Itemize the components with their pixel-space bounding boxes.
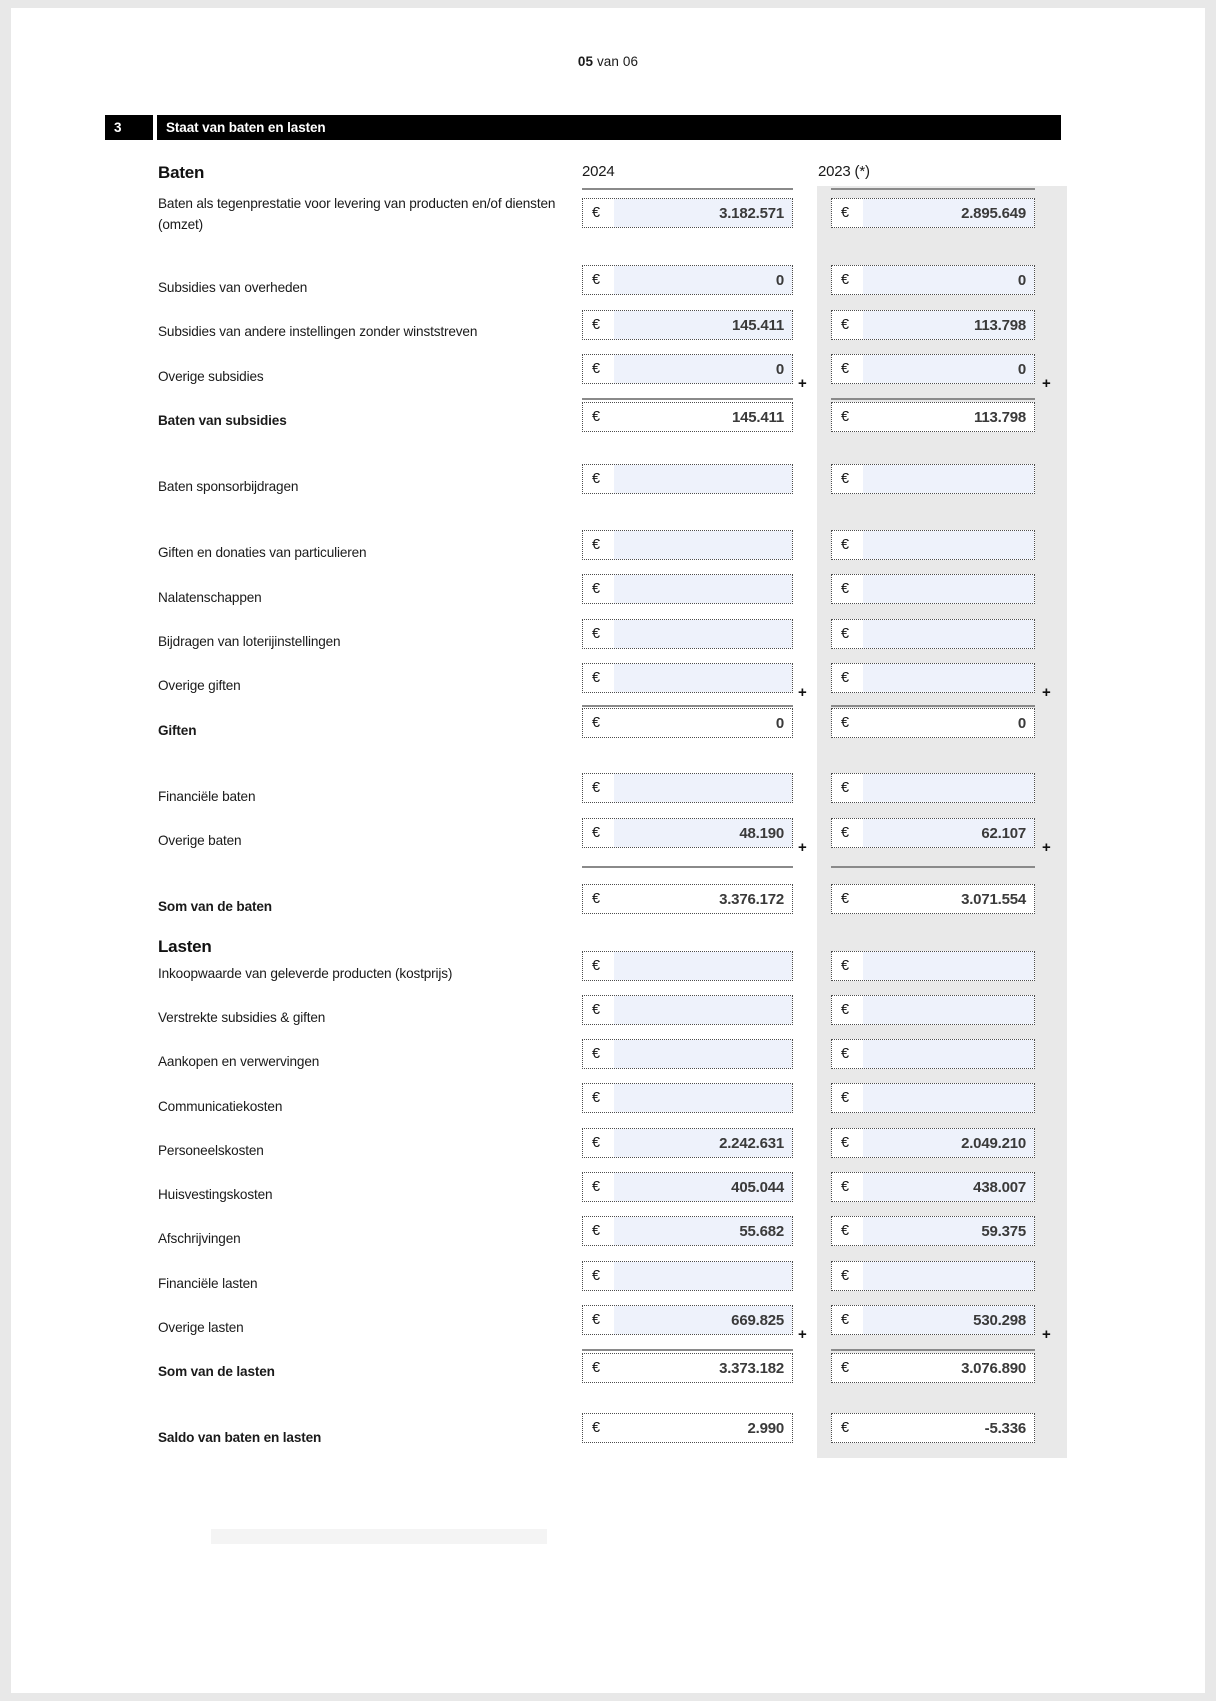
subtotal-rule — [831, 1349, 1035, 1351]
euro-symbol: € — [841, 1179, 850, 1195]
euro-symbol: € — [592, 205, 601, 221]
amount-value — [614, 774, 792, 802]
amount-value: 438.007 — [863, 1173, 1034, 1201]
euro-symbol: € — [841, 317, 850, 333]
euro-symbol: € — [592, 1268, 601, 1284]
amount-field[interactable] — [582, 1128, 793, 1158]
amount-field[interactable] — [582, 310, 793, 340]
section-title: Staat van baten en lasten — [157, 115, 1061, 140]
column-header-2023: 2023 (*) — [818, 163, 870, 180]
euro-symbol: € — [841, 1090, 850, 1106]
amount-field[interactable] — [831, 530, 1035, 560]
group-heading-baten: Baten — [158, 163, 205, 182]
euro-symbol: € — [592, 1420, 601, 1436]
euro-symbol: € — [592, 537, 601, 553]
amount-value: 0 — [614, 266, 792, 294]
row-label: Giften en donaties van particulieren — [158, 545, 367, 560]
amount-field[interactable] — [582, 995, 793, 1025]
amount-field[interactable] — [582, 265, 793, 295]
column-rule-2023 — [831, 188, 1035, 190]
euro-symbol: € — [592, 626, 601, 642]
amount-value — [863, 664, 1034, 692]
amount-field[interactable] — [582, 530, 793, 560]
euro-symbol: € — [841, 1360, 850, 1376]
amount-value: 2.049.210 — [863, 1129, 1034, 1157]
euro-symbol: € — [592, 780, 601, 796]
amount-field[interactable] — [582, 1172, 793, 1202]
amount-field[interactable] — [582, 663, 793, 693]
euro-symbol: € — [592, 471, 601, 487]
row-label: Verstrekte subsidies & giften — [158, 1010, 326, 1025]
amount-value — [863, 1084, 1034, 1112]
amount-value: 113.798 — [863, 403, 1034, 431]
amount-field[interactable] — [582, 354, 793, 384]
amount-value — [614, 531, 792, 559]
euro-symbol: € — [841, 537, 850, 553]
amount-value: 3.076.890 — [863, 1354, 1034, 1382]
row-label: Inkoopwaarde van geleverde producten (kostprijs) — [158, 966, 453, 981]
euro-symbol: € — [841, 780, 850, 796]
row-label: Nalatenschappen — [158, 590, 262, 605]
amount-field[interactable] — [831, 951, 1035, 981]
amount-field[interactable] — [582, 1305, 793, 1335]
section-number: 3 — [105, 115, 153, 140]
row-label: Financiële lasten — [158, 1276, 258, 1291]
group-heading-lasten: Lasten — [158, 937, 212, 956]
plus-operator: + — [1042, 684, 1051, 701]
amount-field[interactable] — [582, 708, 793, 738]
euro-symbol: € — [841, 670, 850, 686]
amount-field[interactable] — [831, 1128, 1035, 1158]
amount-value — [614, 575, 792, 603]
row-label: Bijdragen van loterijinstellingen — [158, 634, 341, 649]
euro-symbol: € — [592, 1002, 601, 1018]
amount-value — [614, 952, 792, 980]
row-label: Personeelskosten — [158, 1143, 264, 1158]
plus-operator: + — [798, 839, 807, 856]
amount-value: 669.825 — [614, 1306, 792, 1334]
amount-field[interactable] — [831, 1083, 1035, 1113]
amount-field[interactable] — [831, 1216, 1035, 1246]
subtotal-rule — [582, 866, 793, 868]
amount-field[interactable] — [831, 265, 1035, 295]
amount-value — [863, 996, 1034, 1024]
row-label: Overige subsidies — [158, 369, 264, 384]
amount-value: 2.990 — [614, 1414, 792, 1442]
amount-field[interactable] — [831, 995, 1035, 1025]
euro-symbol: € — [841, 1046, 850, 1062]
row-label: Overige giften — [158, 678, 241, 693]
amount-field[interactable] — [582, 464, 793, 494]
euro-symbol: € — [841, 1223, 850, 1239]
amount-field[interactable] — [831, 663, 1035, 693]
row-label: Afschrijvingen — [158, 1231, 241, 1246]
amount-value: 3.373.182 — [614, 1354, 792, 1382]
amount-field[interactable] — [582, 198, 793, 228]
euro-symbol: € — [841, 891, 850, 907]
plus-operator: + — [798, 684, 807, 701]
amount-field[interactable] — [582, 402, 793, 432]
euro-symbol: € — [592, 1135, 601, 1151]
row-label: Som van de baten — [158, 899, 272, 914]
euro-symbol: € — [841, 272, 850, 288]
euro-symbol: € — [841, 1135, 850, 1151]
euro-symbol: € — [592, 958, 601, 974]
amount-field[interactable] — [831, 1172, 1035, 1202]
amount-value — [863, 1262, 1034, 1290]
amount-value: 0 — [614, 709, 792, 737]
amount-field[interactable] — [831, 1413, 1035, 1443]
euro-symbol: € — [592, 825, 601, 841]
euro-symbol: € — [592, 670, 601, 686]
euro-symbol: € — [841, 1312, 850, 1328]
amount-value: 3.182.571 — [614, 199, 792, 227]
row-label: Subsidies van andere instellingen zonder winststreven — [158, 324, 478, 339]
euro-symbol: € — [841, 715, 850, 731]
statement-form — [11, 8, 1205, 1693]
amount-value: 48.190 — [614, 819, 792, 847]
row-label: Baten sponsorbijdragen — [158, 479, 299, 494]
amount-value — [863, 1040, 1034, 1068]
subtotal-rule — [582, 1349, 793, 1351]
amount-field[interactable] — [582, 1039, 793, 1069]
amount-field[interactable] — [582, 1083, 793, 1113]
footer-watermark — [211, 1529, 547, 1544]
amount-field[interactable] — [831, 198, 1035, 228]
euro-symbol: € — [592, 361, 601, 377]
row-label: Saldo van baten en lasten — [158, 1430, 322, 1445]
euro-symbol: € — [841, 1002, 850, 1018]
plus-operator: + — [1042, 839, 1051, 856]
row-label: Overige lasten — [158, 1320, 244, 1335]
amount-field[interactable] — [831, 1305, 1035, 1335]
amount-value — [863, 774, 1034, 802]
row-label: Communicatiekosten — [158, 1099, 283, 1114]
amount-value — [614, 1084, 792, 1112]
euro-symbol: € — [841, 1268, 850, 1284]
row-label: Som van de lasten — [158, 1364, 275, 1379]
amount-value — [863, 531, 1034, 559]
amount-field[interactable] — [831, 574, 1035, 604]
amount-value: 145.411 — [614, 403, 792, 431]
amount-field[interactable] — [831, 310, 1035, 340]
amount-field[interactable] — [582, 818, 793, 848]
amount-field[interactable] — [582, 1216, 793, 1246]
document-page — [11, 8, 1205, 1693]
amount-value — [614, 1262, 792, 1290]
euro-symbol: € — [592, 1046, 601, 1062]
subtotal-rule — [582, 398, 793, 400]
amount-value — [614, 620, 792, 648]
amount-value — [614, 1040, 792, 1068]
amount-value: 0 — [863, 355, 1034, 383]
row-label: Financiële baten — [158, 789, 256, 804]
amount-field[interactable] — [831, 402, 1035, 432]
euro-symbol: € — [592, 715, 601, 731]
amount-field[interactable] — [582, 1353, 793, 1383]
row-label: Giften — [158, 723, 197, 738]
amount-value: 2.895.649 — [863, 199, 1034, 227]
amount-field[interactable] — [582, 1261, 793, 1291]
euro-symbol: € — [841, 581, 850, 597]
euro-symbol: € — [841, 409, 850, 425]
amount-field[interactable] — [831, 619, 1035, 649]
euro-symbol: € — [592, 891, 601, 907]
euro-symbol: € — [592, 317, 601, 333]
amount-value — [863, 952, 1034, 980]
amount-value — [614, 664, 792, 692]
row-label: Overige baten — [158, 833, 242, 848]
column-rule-2024 — [582, 188, 793, 190]
amount-value: 62.107 — [863, 819, 1034, 847]
amount-value: 3.071.554 — [863, 885, 1034, 913]
amount-value: -5.336 — [863, 1414, 1034, 1442]
amount-value — [614, 996, 792, 1024]
amount-value: 0 — [863, 709, 1034, 737]
amount-value: 113.798 — [863, 311, 1034, 339]
amount-field[interactable] — [831, 1353, 1035, 1383]
euro-symbol: € — [841, 205, 850, 221]
amount-value: 59.375 — [863, 1217, 1034, 1245]
amount-value — [863, 465, 1034, 493]
row-label: Huisvestingskosten — [158, 1187, 273, 1202]
euro-symbol: € — [841, 958, 850, 974]
euro-symbol: € — [592, 581, 601, 597]
euro-symbol: € — [592, 1179, 601, 1195]
plus-operator: + — [798, 1326, 807, 1343]
euro-symbol: € — [592, 1360, 601, 1376]
amount-value: 3.376.172 — [614, 885, 792, 913]
amount-field[interactable] — [582, 1413, 793, 1443]
amount-field[interactable] — [582, 951, 793, 981]
column-header-2024: 2024 — [582, 163, 615, 180]
row-label: Aankopen en verwervingen — [158, 1054, 320, 1069]
page-total: van 06 — [593, 54, 639, 69]
amount-field[interactable] — [831, 708, 1035, 738]
amount-value — [863, 620, 1034, 648]
amount-field[interactable] — [831, 884, 1035, 914]
euro-symbol: € — [592, 1090, 601, 1106]
amount-field[interactable] — [831, 818, 1035, 848]
euro-symbol: € — [592, 1223, 601, 1239]
amount-value: 0 — [863, 266, 1034, 294]
euro-symbol: € — [592, 272, 601, 288]
euro-symbol: € — [592, 409, 601, 425]
plus-operator: + — [1042, 375, 1051, 392]
euro-symbol: € — [592, 1312, 601, 1328]
euro-symbol: € — [841, 825, 850, 841]
amount-field[interactable] — [582, 619, 793, 649]
euro-symbol: € — [841, 471, 850, 487]
amount-value: 530.298 — [863, 1306, 1034, 1334]
amount-value: 145.411 — [614, 311, 792, 339]
amount-field[interactable] — [831, 773, 1035, 803]
amount-value — [863, 575, 1034, 603]
subtotal-rule — [831, 866, 1035, 868]
amount-field[interactable] — [582, 884, 793, 914]
amount-value: 55.682 — [614, 1217, 792, 1245]
amount-field[interactable] — [831, 1261, 1035, 1291]
euro-symbol: € — [841, 626, 850, 642]
row-label: Baten van subsidies — [158, 413, 287, 428]
amount-field[interactable] — [831, 354, 1035, 384]
amount-value — [614, 465, 792, 493]
amount-value: 0 — [614, 355, 792, 383]
amount-value: 405.044 — [614, 1173, 792, 1201]
plus-operator: + — [1042, 1326, 1051, 1343]
amount-field[interactable] — [582, 574, 793, 604]
row-label: Subsidies van overheden — [158, 280, 308, 295]
page-number: 05 — [577, 54, 594, 69]
amount-field[interactable] — [831, 1039, 1035, 1069]
plus-operator: + — [798, 375, 807, 392]
row-label: Baten als tegenprestatie voor levering van producten en/of diensten (omzet) — [158, 196, 556, 232]
subtotal-rule — [831, 398, 1035, 400]
euro-symbol: € — [841, 361, 850, 377]
euro-symbol: € — [841, 1420, 850, 1436]
amount-field[interactable] — [582, 773, 793, 803]
amount-value: 2.242.631 — [614, 1129, 792, 1157]
amount-field[interactable] — [831, 464, 1035, 494]
